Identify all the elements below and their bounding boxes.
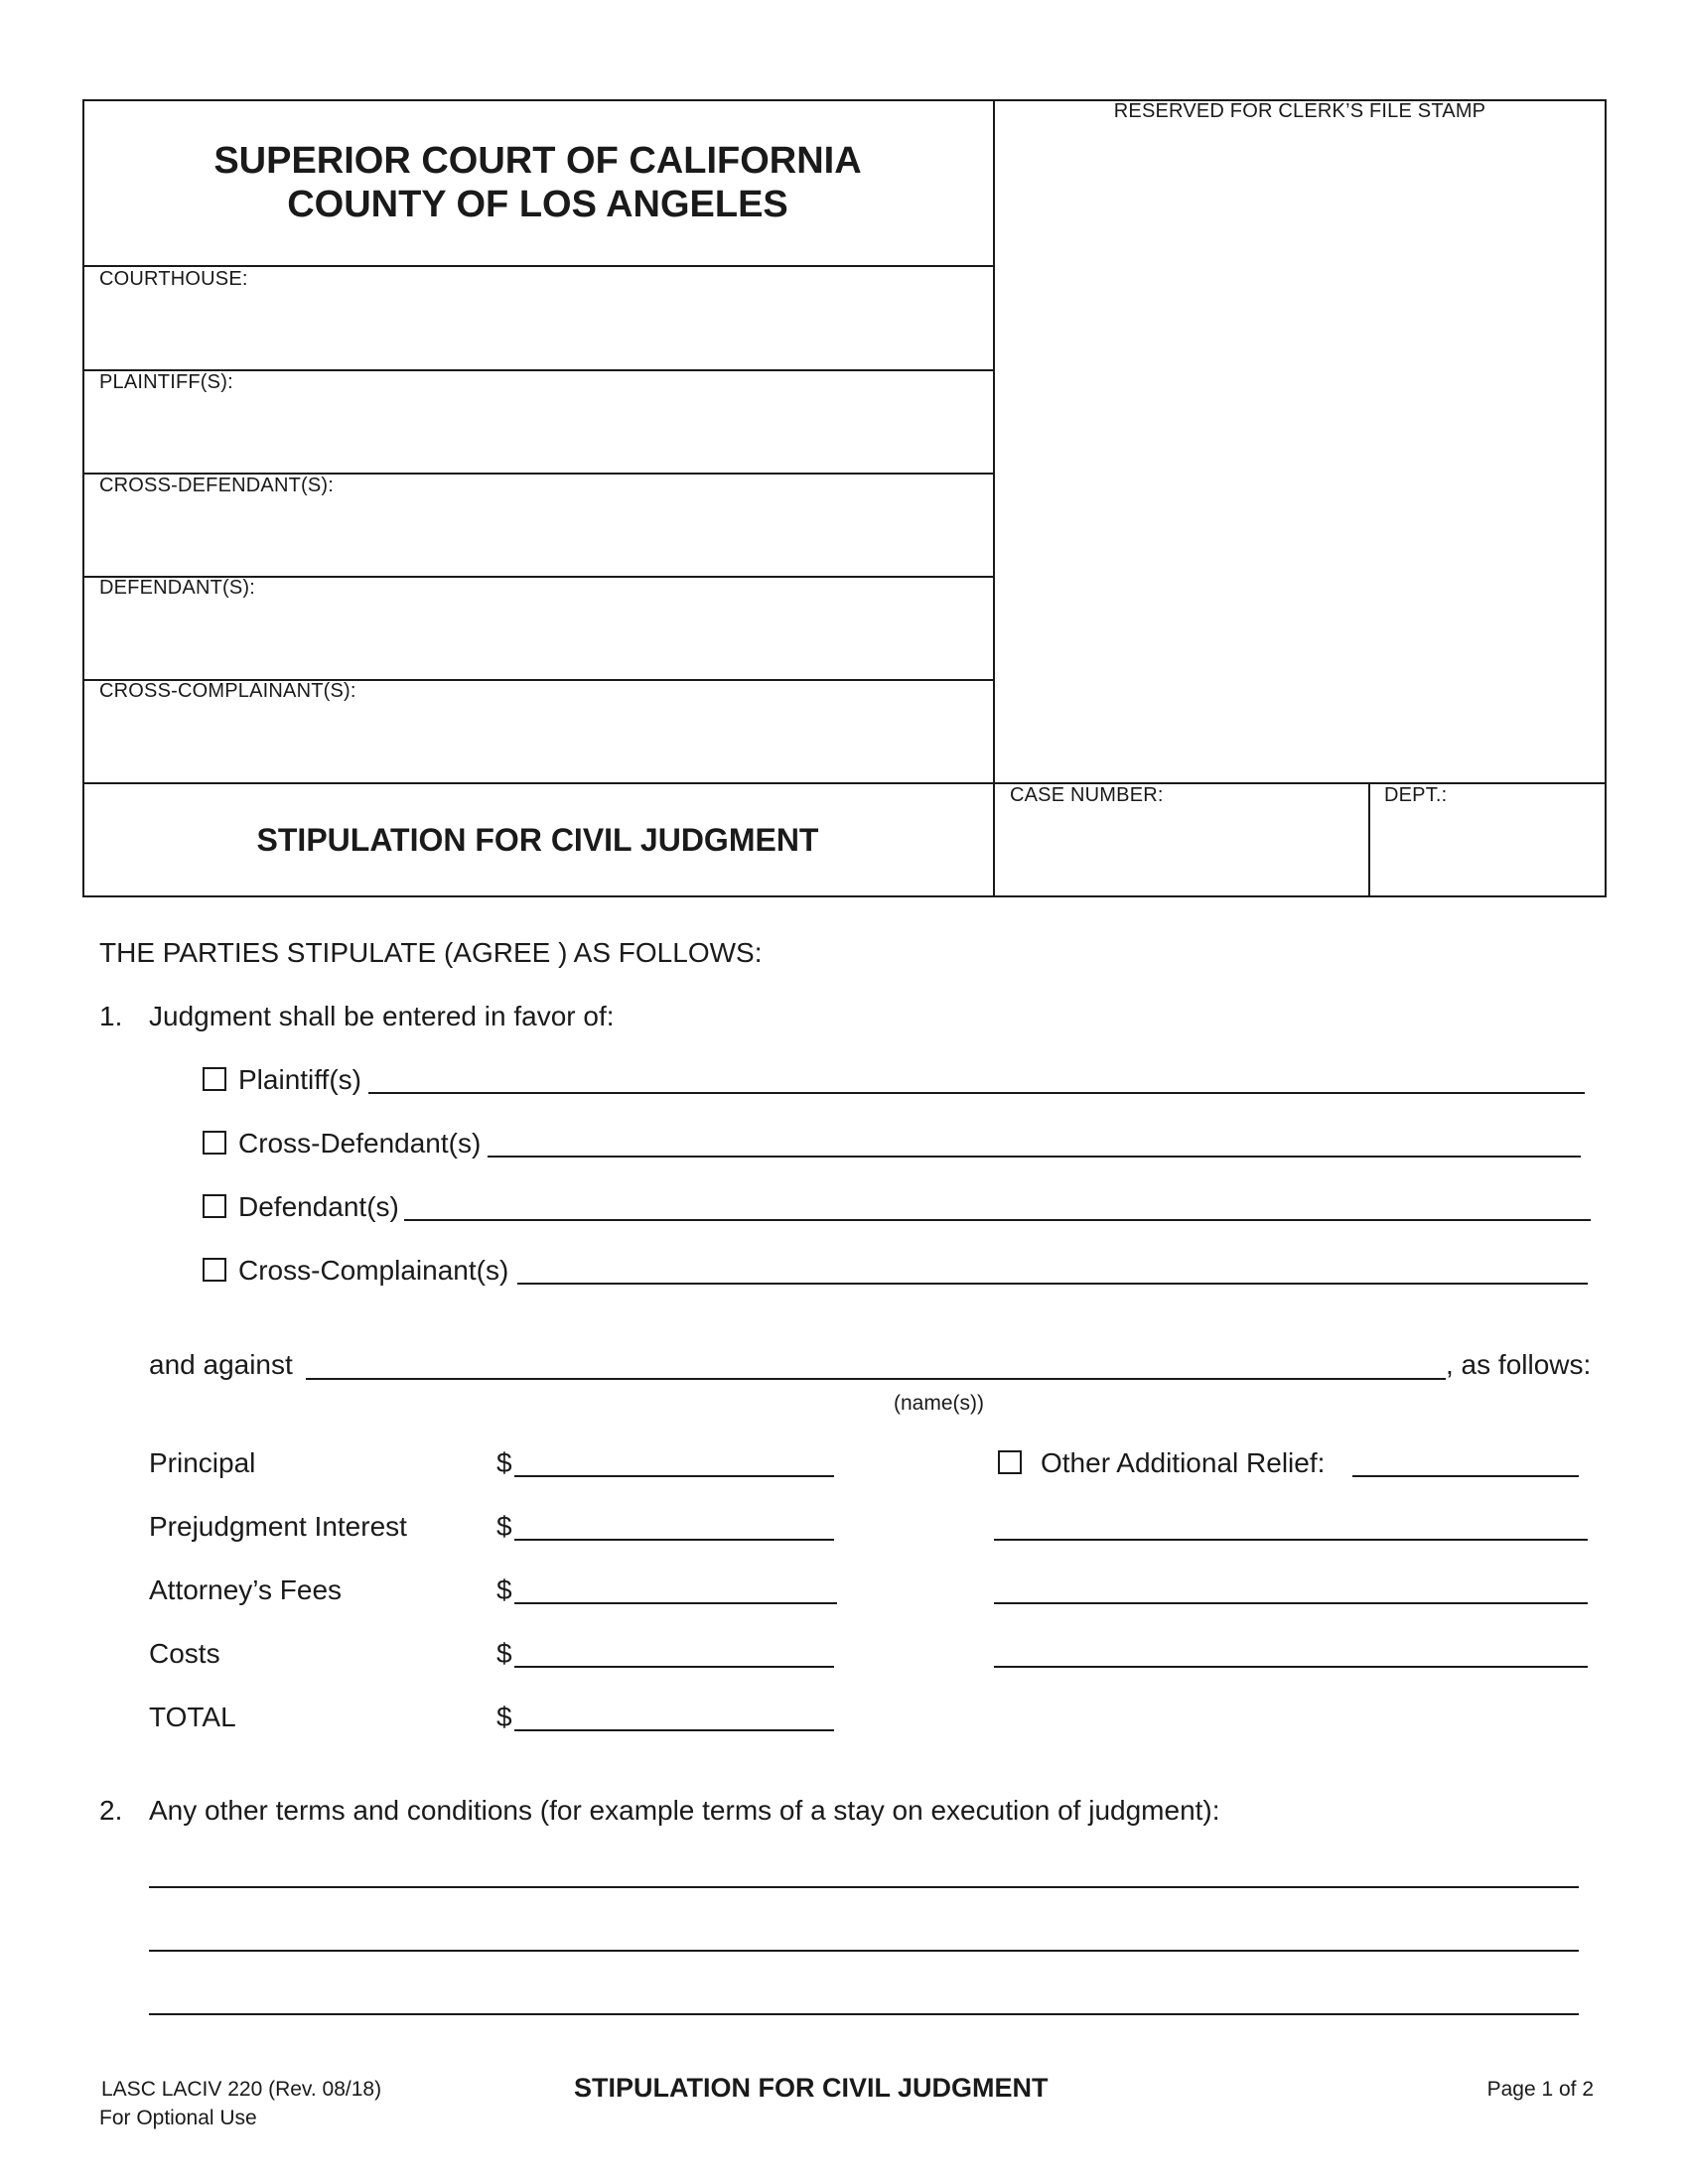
courthouse-field[interactable] <box>99 296 983 355</box>
dept-field[interactable] <box>1384 816 1593 886</box>
names-caption: (name(s)) <box>894 1392 985 1415</box>
attorneys-fees-currency: $ <box>496 1574 512 1605</box>
cross-defendants-option-label: Cross-Defendant(s) <box>238 1128 482 1159</box>
plaintiffs-label: PLAINTIFF(S): <box>99 371 233 393</box>
cross-defendants-name-line[interactable] <box>488 1156 1581 1158</box>
clerk-stamp-label: RESERVED FOR CLERK’S FILE STAMP <box>1113 100 1486 122</box>
as-follows-label: , as follows: <box>1446 1349 1592 1380</box>
plaintiffs-name-line[interactable] <box>368 1092 1585 1094</box>
principal-currency: $ <box>496 1447 512 1478</box>
terms-line-3[interactable] <box>149 2013 1579 2015</box>
costs-amount-line[interactable] <box>514 1666 834 1668</box>
caption-divider <box>993 99 995 897</box>
title-row-divider <box>82 782 1607 784</box>
prejudgment-interest-amount-line[interactable] <box>514 1539 834 1541</box>
total-label: TOTAL <box>149 1702 236 1732</box>
defendants-checkbox[interactable] <box>203 1194 226 1218</box>
plaintiffs-checkbox[interactable] <box>203 1067 226 1091</box>
defendants-field[interactable] <box>99 605 983 664</box>
court-name-line2: COUNTY OF LOS ANGELES <box>287 184 788 225</box>
form-id: LASC LACIV 220 (Rev. 08/18) <box>101 2078 382 2101</box>
and-against-label: and against <box>149 1349 293 1380</box>
other-relief-label: Other Additional Relief: <box>1041 1447 1326 1478</box>
plaintiffs-option-label: Plaintiff(s) <box>238 1064 361 1095</box>
terms-line-2[interactable] <box>149 1950 1579 1952</box>
cross-complainants-label: CROSS-COMPLAINANT(S): <box>99 680 356 702</box>
defendants-option-label: Defendant(s) <box>238 1191 399 1222</box>
court-name <box>84 139 991 226</box>
against-names-line[interactable] <box>306 1378 1446 1380</box>
form-title: STIPULATION FOR CIVIL JUDGMENT <box>256 822 819 858</box>
cross-defendants-checkbox[interactable] <box>203 1131 226 1155</box>
other-relief-checkbox[interactable] <box>998 1450 1022 1474</box>
cross-defendants-field[interactable] <box>99 502 983 562</box>
total-amount-line[interactable] <box>514 1729 834 1731</box>
item2-number: 2. <box>99 1795 123 1826</box>
row-divider-courthouse <box>82 265 994 267</box>
optional-use: For Optional Use <box>99 2107 257 2129</box>
courthouse-label: COURTHOUSE: <box>99 268 248 290</box>
other-relief-line-1[interactable] <box>1352 1475 1579 1477</box>
court-name-line1: SUPERIOR COURT OF CALIFORNIA <box>213 140 862 182</box>
attorneys-fees-label: Attorney’s Fees <box>149 1574 343 1605</box>
cross-complainants-checkbox[interactable] <box>203 1258 226 1282</box>
case-dept-divider <box>1368 782 1370 897</box>
other-relief-line-3[interactable] <box>994 1602 1588 1604</box>
item1-number: 1. <box>99 1001 123 1031</box>
plaintiffs-field[interactable] <box>99 399 983 459</box>
other-relief-line-2[interactable] <box>994 1539 1588 1541</box>
item2-text: Any other terms and conditions (for example terms of a stay on execution of judgment): <box>149 1795 1220 1826</box>
prejudgment-interest-currency: $ <box>496 1511 512 1542</box>
case-number-label: CASE NUMBER: <box>1010 784 1164 806</box>
item1-text: Judgment shall be entered in favor of: <box>149 1001 615 1031</box>
defendants-label: DEFENDANT(S): <box>99 577 256 599</box>
prejudgment-interest-label: Prejudgment Interest <box>149 1511 407 1542</box>
principal-label: Principal <box>149 1447 256 1478</box>
dept-label: DEPT.: <box>1384 784 1448 806</box>
total-currency: $ <box>496 1702 512 1732</box>
case-number-field[interactable] <box>1010 816 1357 886</box>
costs-currency: $ <box>496 1638 512 1669</box>
stipulation-intro: THE PARTIES STIPULATE (AGREE ) AS FOLLOWS: <box>99 937 763 968</box>
page-number: Page 1 of 2 <box>1486 2078 1594 2101</box>
clerk-stamp-area <box>997 134 1603 779</box>
costs-label: Costs <box>149 1638 220 1669</box>
cross-complainants-field[interactable] <box>99 708 983 767</box>
cross-defendants-label: CROSS-DEFENDANT(S): <box>99 475 335 496</box>
other-relief-line-4[interactable] <box>994 1666 1588 1668</box>
defendants-name-line[interactable] <box>404 1219 1591 1221</box>
attorneys-fees-amount-line[interactable] <box>514 1602 837 1604</box>
cross-complainants-name-line[interactable] <box>517 1283 1588 1285</box>
cross-complainants-option-label: Cross-Complainant(s) <box>238 1255 509 1286</box>
principal-amount-line[interactable] <box>514 1475 834 1477</box>
terms-line-1[interactable] <box>149 1886 1579 1888</box>
footer-title: STIPULATION FOR CIVIL JUDGMENT <box>574 2073 1049 2103</box>
